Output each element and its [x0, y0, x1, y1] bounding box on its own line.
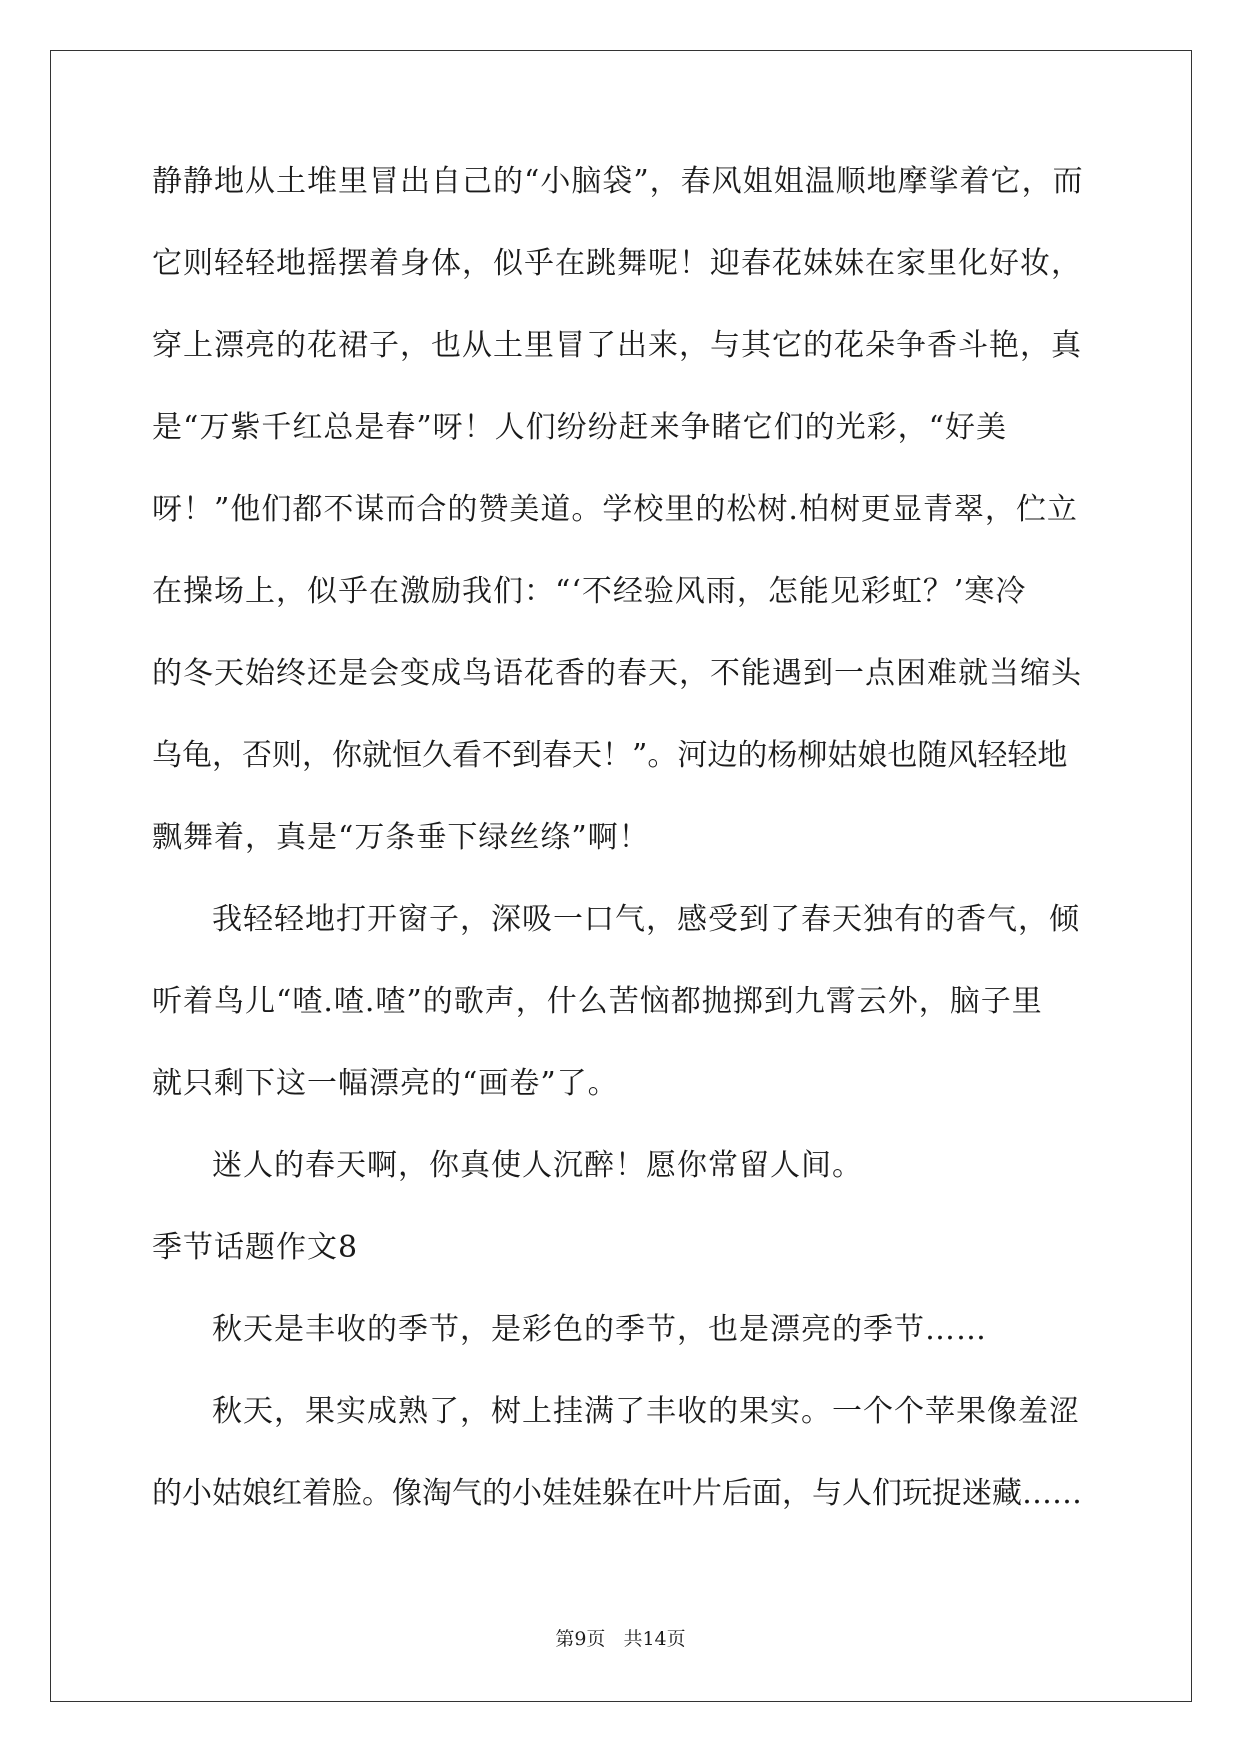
text-line-16: 的小姑娘红着脸。像淘气的小娃娃躲在叶片后面，与人们玩捉迷藏……	[152, 1476, 1082, 1511]
text-line-9: 飘舞着，真是“万条垂下绿丝绦”啊！	[152, 820, 650, 855]
text-line-6: 在操场上，似乎在激励我们：“‘不经验风雨，怎能见彩虹？’寒冷	[152, 574, 1027, 609]
text-line-13: 迷人的春天啊，你真使人沉醉！愿你常留人间。	[212, 1148, 863, 1183]
text-line-10: 我轻轻地打开窗子，深吸一口气，感受到了春天独有的香气，倾	[212, 902, 1080, 937]
section-heading: 季节话题作文8	[152, 1230, 359, 1265]
text-line-2: 它则轻轻地摇摆着身体，似乎在跳舞呢！迎春花妹妹在家里化好妆，	[152, 246, 1082, 281]
text-line-8: 乌龟，否则，你就恒久看不到春天！”。河边的杨柳姑娘也随风轻轻地	[152, 738, 1068, 773]
text-line-15: 秋天，果实成熟了，树上挂满了丰收的果实。一个个苹果像羞涩	[212, 1394, 1080, 1429]
document-body	[152, 162, 1092, 1556]
text-line-12: 就只剩下这一幅漂亮的“画卷”了。	[152, 1066, 619, 1101]
page-total: 共14页	[623, 1628, 686, 1650]
text-line-5: 呀！”他们都不谋而合的赞美道。学校里的松树.柏树更显青翠，伫立	[152, 492, 1078, 527]
page-number: 第9页	[555, 1628, 606, 1650]
text-line-1: 静静地从土堆里冒出自己的“小脑袋”，春风姐姐温顺地摩挲着它，而	[152, 164, 1084, 199]
text-line-11: 听着鸟儿“喳.喳.喳”的歌声，什么苦恼都抛掷到九霄云外，脑子里	[152, 984, 1043, 1019]
page-footer	[0, 1624, 1241, 1651]
text-line-4: 是“万紫千红总是春”呀！人们纷纷赶来争睹它们的光彩，“好美	[152, 410, 1008, 445]
text-line-7: 的冬天始终还是会变成鸟语花香的春天，不能遇到一点困难就当缩头	[152, 656, 1082, 691]
text-line-3: 穿上漂亮的花裙子，也从土里冒了出来，与其它的花朵争香斗艳，真	[152, 328, 1082, 363]
text-line-14: 秋天是丰收的季节，是彩色的季节，也是漂亮的季节……	[212, 1312, 987, 1347]
